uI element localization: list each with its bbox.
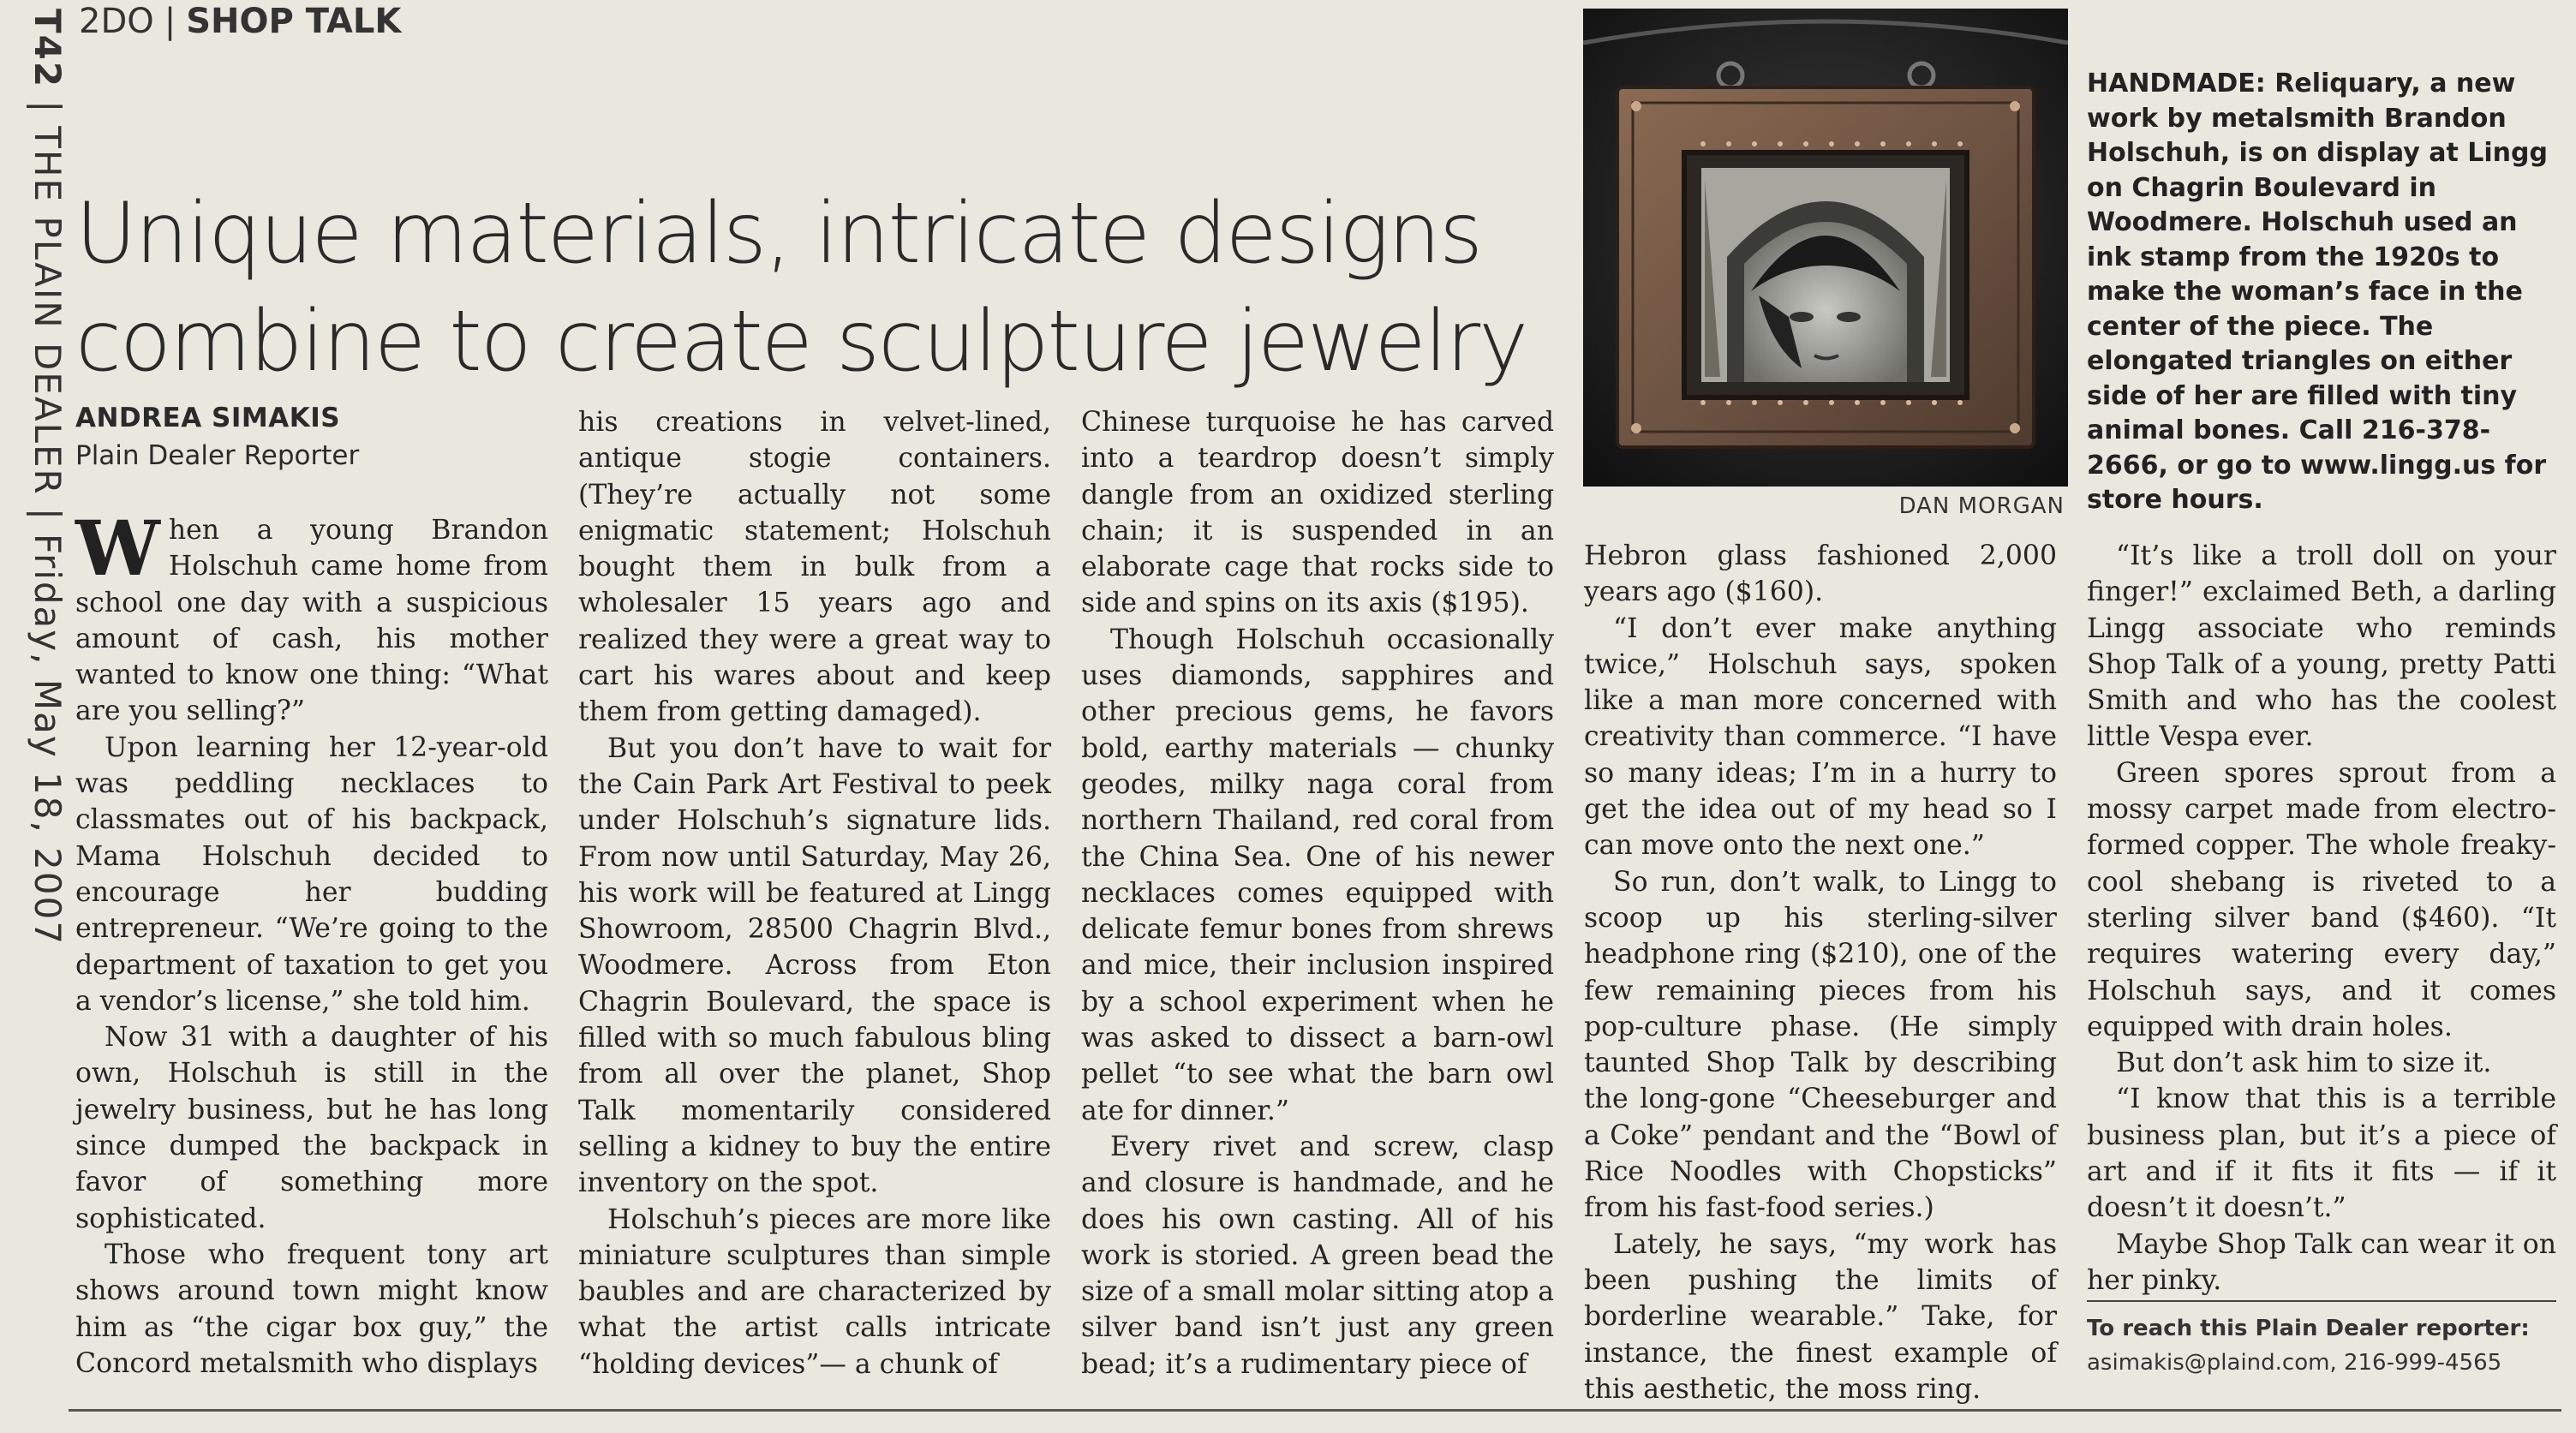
byline-role: Plain Dealer Reporter [75,440,360,471]
drop-cap: W [75,504,160,593]
reporter-contact [2087,1300,2556,1376]
paragraph: his creations in velvet-lined, antique stogie containers. (They’re actually not some enigmatic statement; Holschuh bought them in bulk from a wholesaler 15 years ago and realized they were a great way to cart his wares about and keep them from getting damaged). [578,407,1051,728]
side-strip [5,9,74,946]
article-column-4 [1584,538,2057,1407]
paragraph-text: hen a young Brandon Holschuh came home from school one day with a suspicious amount of cash, his mother wanted to know one thing: “What are you selling?” [75,515,548,727]
paragraph: “It’s like a troll doll on your finger!” exclaimed Beth, a darling Lingg associate who reminds Shop Talk of a young, pretty Patti Smith and who has the coolest little Vespa ever. [2087,540,2556,753]
contact-info: asimakis@plaind.com, 216-999-4565 [2087,1350,2502,1376]
paragraph: Holschuh’s pieces are more like miniature sculptures than simple baubles and are characterized by what the artist calls intricate “holding devices”— a chunk of [578,1203,1051,1380]
paragraph: Chinese turquoise he has carved into a teardrop doesn’t simply dangle from an oxidized sterling chain; it is suspended in an elaborate cage that rocks side to side and spins on its axis ($195). [1081,407,1554,619]
paragraph: Every rivet and screw, clasp and closure is handmade, and he does his own casting. All of his work is storied. A green bead the size of a small molar sitting atop a silver band isn’t just any green bead; it’s a rudimentary piece of [1081,1131,1554,1380]
issue-date: Friday, May 18, 2007 [27,533,69,946]
reliquary-illustration [1583,9,2068,487]
photo-caption: HANDMADE: Reliquary, a new work by metalsmith Brandon Holschuh, is on display at Lingg on Chagrin Boulevard in Woodmere. Holschuh used an ink stamp from the 1920s to make the woman’s face in the center of the piece. The elongated triangles on either side of her are filled with tiny animal bones. Call 216-378-2666, or go to www.lingg.us for store hours. [2087,69,2548,515]
article-column-5 [2087,538,2556,1299]
paragraph [75,504,548,730]
byline [75,403,555,471]
paragraph: Now 31 with a daughter of his own, Holschuh is still in the jewelry business, but he has long since dumped the backpack in favor of something more sophisticated. [75,1022,548,1234]
page-folio: T42 [27,9,69,89]
byline-name: ANDREA SIMAKIS [75,403,341,433]
article-column-1 [75,504,548,1382]
paragraph: But don’t ask him to size it. [2116,1048,2492,1079]
paragraph: Hebron glass fashioned 2,000 years ago ($160). [1584,540,2057,608]
article-column-3 [1081,404,1554,1382]
paragraph: Maybe Shop Talk can wear it on her pinky. [2087,1228,2556,1296]
bottom-rule [69,1409,2561,1412]
paragraph: “I know that this is a terrible business plan, but it’s a piece of art and if it fits it fits — if it doesn’t it doesn’t.” [2087,1084,2556,1224]
paragraph: Green spores sprout from a mossy carpet made from electro-formed copper. The whole freaky-cool shebang is riveted to a sterling silver band ($460). “It requires watering every day,” Holschuh says, and it comes equipped with drain holes. [2087,757,2556,1042]
section-page: 2DO [79,2,154,41]
section-name: SHOP TALK [186,2,402,41]
side-strip-text: T42|THE PLAIN DEALER|Friday, May 18, 2007 [27,9,69,946]
paragraph: But you don’t have to wait for the Cain Park Art Festival to peek under Holschuh’s signature lids. From now until Saturday, May 26, his work will be featured at Lingg Showroom, 28500 Chagrin Blvd., Woodmere. Across from Eton Chagrin Boulevard, the space is filled with so much fabulous bling from all over the planet, Shop Talk momentarily considered selling a kidney to buy the entire inventory on the spot. [578,732,1051,1199]
paragraph: “I don’t ever make anything twice,” Holschuh says, spoken like a man more concerned with creativity than commerce. “I have so many ideas; I’m in a hurry to get the idea out of my head so I can move onto the next one.” [1584,612,2057,862]
article-column-2 [578,404,1051,1382]
paragraph: So run, don’t walk, to Lingg to scoop up his sterling-silver headphone ring ($210), one of the few remaining pieces from his pop-culture phase. (He simply taunted Shop Talk by describing the long-gone “Cheeseburger and a Coke” pendant and the “Bowl of Rice Noodles with Chopsticks” from his fast-food series.) [1584,866,2057,1224]
contact-label: To reach this Plain Dealer reporter: [2087,1316,2530,1341]
paragraph: Lately, he says, “my work has been pushing the limits of borderline wearable.” Take, for instance, the finest example of this aesthetic, the moss ring. [1584,1228,2057,1405]
paragraph: Those who frequent tony art shows around town might know him as “the cigar box guy,” the Concord metalsmith who displays [75,1239,548,1379]
headline: Unique materials, intricate designs combine to create sculpture jewelry [75,185,1527,391]
section-header: 2DO | SHOP TALK [79,2,402,41]
reliquary-photo [1583,9,2068,487]
paragraph: Upon learning her 12-year-old was peddling necklaces to classmates out of his backpack, Mama Holschuh decided to encourage her budding entrepreneur. “We’re going to the department of taxation to get you a vendor’s license,” she told him. [75,731,548,1017]
photo-credit: DAN MORGAN [1898,493,2065,519]
paper-name: THE PLAIN DEALER [27,126,69,496]
paragraph: Though Holschuh occasionally uses diamonds, sapphires and other precious gems, he favors bold, earthy materials — chunky geodes, milky naga coral from northern Thailand, red coral from the China Sea. One of his newer necklaces comes equipped with delicate femur bones from shrews and mice, their inclusion inspired by a school experiment when he was asked to dissect a barn-owl pellet “to see what the barn owl ate for dinner.” [1081,624,1554,1126]
